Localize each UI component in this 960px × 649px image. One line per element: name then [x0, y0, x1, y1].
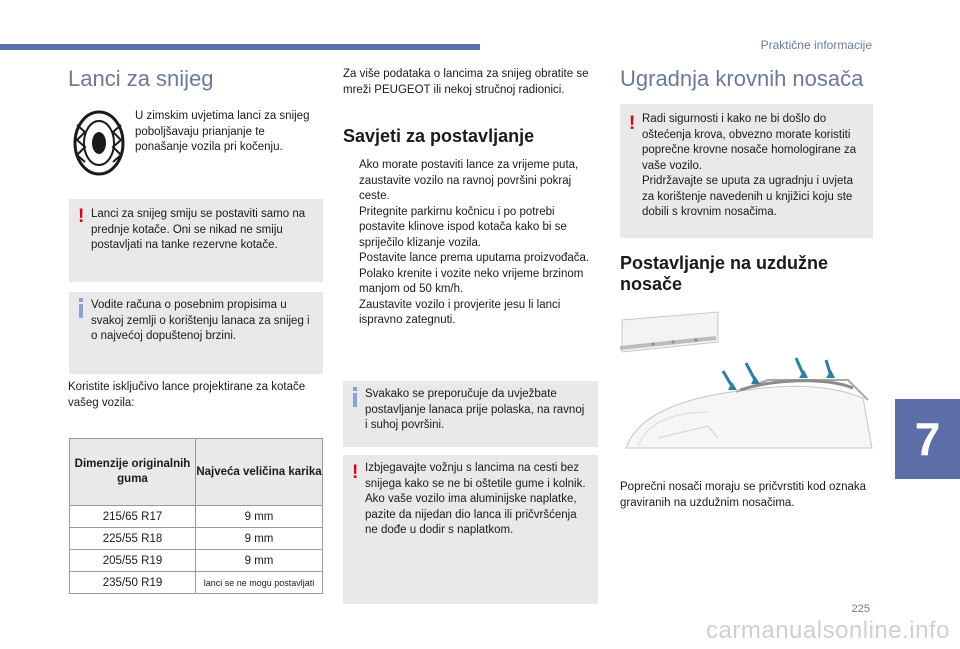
roof-bars-title: Ugradnja krovnih nosača [620, 66, 864, 91]
list-item: Ako morate postaviti lance za vrijeme puta, zaustavite vozilo na ravnoj površini pokraj ceste. [359, 159, 579, 202]
chain-size-table [69, 438, 323, 594]
table-cell: 9 mm [196, 550, 323, 572]
section-header: Praktične informacije [760, 38, 872, 52]
page-number: 225 [851, 603, 870, 615]
roof-bars-caption: Poprečni nosači moraju se pričvrstiti kod oznaka graviranih na uzdužnim nosačima. [620, 481, 867, 509]
warning-icon: ! [78, 206, 85, 227]
chains-warning-text: Lanci za snijeg smiju se postaviti samo na prednje kotače. Oni se nikad ne smiju postavljati na tanke rezervne kotače. [91, 208, 306, 251]
chains-info-text: Vodite računa o posebnim propisima u svakoj zemlji o korištenju lanaca za snijeg i o najvećoj dopuštenoj brzini. [91, 299, 310, 342]
chains-info-box [69, 292, 323, 374]
table-row [70, 528, 323, 550]
table-cell: lanci se ne mogu postavljati [196, 572, 323, 594]
driving-warning-box [343, 455, 598, 604]
fitting-advice-title: Savjeti za postavljanje [343, 126, 535, 146]
warning-icon: ! [352, 462, 359, 483]
chains-use-text: Koristite isključivo lance projektirane za kotače vašeg vozila: [68, 381, 306, 409]
list-item: Zaustavite vozilo i provjerite jesu li lanci ispravno zategnuti. [359, 298, 561, 326]
longitudinal-bars-title: Postavljanje na uzdužne nosače [620, 253, 829, 294]
roof-bars-warning-box [620, 104, 873, 238]
chains-dealer-text: Za više podataka o lancima za snijeg obratite se mreži PEUGEOT ili nekoj stručnoj radionici. [343, 68, 589, 96]
table-cell: 9 mm [196, 506, 323, 528]
table-header-tyre-size: Dimenzije originalnih guma [70, 439, 196, 506]
table-row [70, 550, 323, 572]
watermark: carmanualsonline.info [706, 617, 950, 644]
practice-info-box [343, 381, 598, 447]
table-cell: 235/50 R19 [70, 572, 196, 594]
table-row [70, 506, 323, 528]
info-icon [79, 298, 83, 318]
warning-icon: ! [629, 113, 636, 134]
chains-warning-box [69, 199, 323, 282]
table-header-row [70, 439, 323, 506]
table-cell: 205/55 R19 [70, 550, 196, 572]
practice-info-text: Svakako se preporučuje da uvježbate postavljanje lanaca prije polaska, na ravnoj i suhoj površini. [365, 388, 585, 431]
table-cell: 215/65 R17 [70, 506, 196, 528]
snow-chains-title: Lanci za snijeg [68, 66, 214, 91]
table-row [70, 572, 323, 594]
chapter-tab: 7 [895, 399, 960, 479]
table-header-link-size: Najveća veličina karika [196, 439, 323, 506]
header-accent-bar [0, 44, 480, 50]
info-icon [353, 387, 357, 407]
snow-chain-tyre-icon [71, 110, 127, 176]
table-cell: 225/55 R18 [70, 528, 196, 550]
driving-warning-text: Izbjegavajte vožnju s lancima na cesti bez snijega kako se ne bi oštetile gume i kolnik. Ako vaše vozilo ima aluminijske naplatke, pazite da nijedan dio lanca ili pričvršćenja ne dođe u dodir s naplatkom. [365, 462, 586, 536]
car-roof-bars-illustration [618, 308, 874, 474]
snow-chains-intro: U zimskim uvjetima lanci za snijeg poboljšavaju prianjanje te ponašanje vozila pri kočenju. [135, 110, 310, 153]
list-item: Polako krenite i vozite neko vrijeme brzinom manjom od 50 km/h. [359, 267, 584, 295]
list-item: Pritegnite parkirnu kočnicu i po potrebi postavite klinove ispod kotača kako bi se spriječilo klizanje vozila. [359, 205, 567, 249]
list-item: Postavite lance prema uputama proizvođača. [359, 252, 590, 264]
table-cell: 9 mm [196, 528, 323, 550]
fitting-advice-list [343, 158, 599, 329]
roof-bars-warning-text: Radi sigurnosti i kako ne bi došlo do oštećenja krova, obvezno morate koristiti poprečne krovne nosače homologirane za vaše vozilo. Pridržavajte se uputa za ugradnju i uvjeta za korištenje navedenih u knjižici koju ste dobili s krovnim nosačima. [642, 113, 857, 218]
